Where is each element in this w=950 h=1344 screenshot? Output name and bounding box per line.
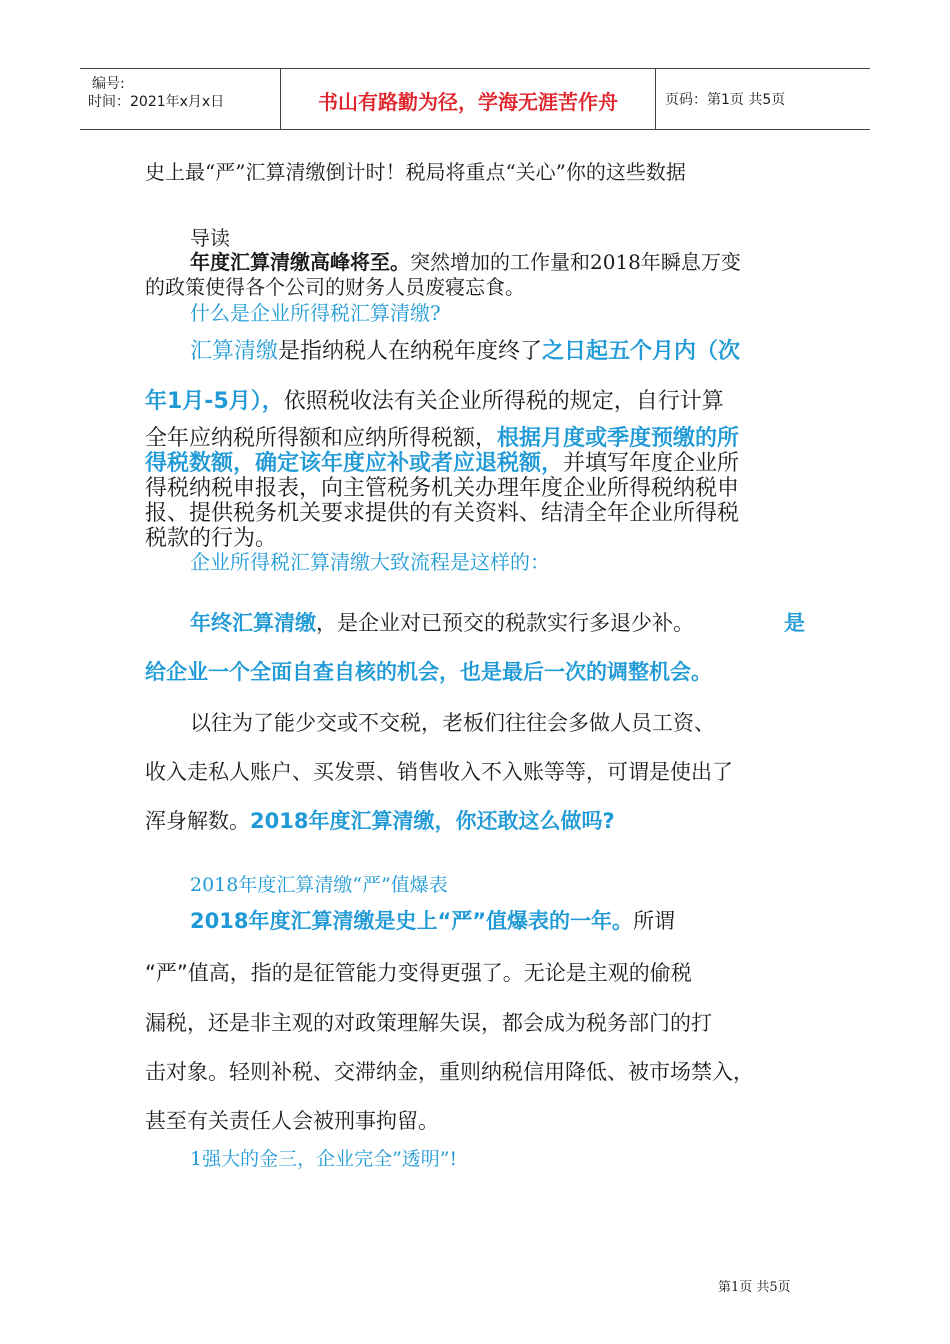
section2-line5 — [145, 805, 615, 835]
section1-highlight3: 根据月度或季度预缴的所 — [497, 426, 740, 451]
motto: 书山有路勤为径，学海无涯苦作舟 — [318, 90, 618, 114]
section3-highlight1: 2018年度汇算清缴是史上“严”值爆表的一年。 — [190, 909, 634, 933]
page-label: 页码：第1页 共5页 — [665, 92, 786, 108]
section-heading-what-is: 什么是企业所得税汇算清缴? — [190, 301, 441, 325]
section2-line2: 给企业一个全面自查自核的机会，也是最后一次的调整机会。 — [145, 660, 712, 684]
section2-line1 — [190, 607, 805, 637]
section2-term: 年终汇算清缴 — [190, 611, 316, 635]
section1-text2: 依照税收法有关企业所得税的规定，自行计算 — [283, 389, 724, 414]
section2-line4: 收入走私人账户、买发票、销售收入不入账等等，可谓是使出了 — [145, 760, 733, 784]
section1-line7: 税款的行为。 — [145, 526, 278, 551]
section-heading-process: 企业所得税汇算清缴大致流程是这样的： — [190, 550, 550, 574]
section1-line5: 得税纳税申报表，向主管税务机关办理年度企业所得税纳税申 — [145, 476, 740, 501]
section3-line1 — [190, 905, 675, 935]
section2-text5: 浑身解数。 — [145, 809, 250, 833]
section3-line3: 漏税，还是非主观的对政策理解失误，都会成为税务部门的打 — [145, 1011, 712, 1035]
section1-text: 是指纳税人在纳税年度终了 — [278, 339, 543, 364]
header-page-cell — [655, 69, 870, 129]
header-meta-cell — [80, 69, 280, 129]
section1-line6: 报、提供税务机关要求提供的有关资料、结清全年企业所得税 — [145, 501, 740, 526]
section2-highlight5: 2018年度汇算清缴，你还敢这么做吗? — [250, 809, 615, 833]
section1-term: 汇算清缴 — [190, 339, 279, 364]
header-motto-cell — [280, 69, 656, 129]
section2-line3: 以往为了能少交或不交税，老板们往往会多做人员工资、 — [190, 711, 715, 735]
article-title: 史上最“严”汇算清缴倒计时！税局将重点“关心”你的这些数据 — [145, 160, 686, 184]
section3-line2: “严”值高，指的是征管能力变得更强了。无论是主观的偷税 — [145, 961, 692, 985]
section1-line2 — [145, 384, 724, 415]
section1-highlight4: 得税数额，确定该年度应补或者应退税额， — [145, 451, 564, 476]
intro-lead-rest: 突然增加的工作量和2018年瞬息万变 — [410, 250, 741, 274]
intro-lead-bold: 年度汇算清缴高峰将至。 — [190, 250, 410, 274]
section1-line1 — [190, 334, 740, 365]
section3-line5: 甚至有关责任人会被刑事拘留。 — [145, 1109, 439, 1133]
serial-label: 编号: — [92, 76, 125, 92]
section2-text1: ，是企业对已预交的税款实行多退少补。 — [316, 611, 694, 635]
section3-line4: 击对象。轻则补税、交滞纳金，重则纳税信用降低、被市场禁入， — [145, 1060, 754, 1084]
document-header — [80, 68, 870, 130]
section-heading-strict: 2018年度汇算清缴“严”值爆表 — [190, 874, 448, 896]
section1-text3: 全年应纳税所得额和应纳所得税额， — [145, 426, 498, 451]
intro-heading: 导读 — [190, 226, 230, 250]
date-label: 时间：2021年x月x日 — [88, 94, 225, 110]
section3-text1: 所谓 — [633, 909, 676, 933]
section2-highlight1: 是 — [784, 611, 805, 635]
intro-lead-line2: 的政策使得各个公司的财务人员废寝忘食。 — [145, 275, 525, 299]
section1-period: 年1月-5月）， — [145, 389, 284, 414]
section1-text4: 并填写年度企业所 — [563, 451, 740, 476]
page-footer: 第1页 共5页 — [718, 1280, 791, 1295]
section1-highlight: 之日起五个月内（次 — [542, 339, 741, 364]
section-heading-golden-tax: 1强大的金三，企业完全”透明”! — [190, 1148, 458, 1170]
